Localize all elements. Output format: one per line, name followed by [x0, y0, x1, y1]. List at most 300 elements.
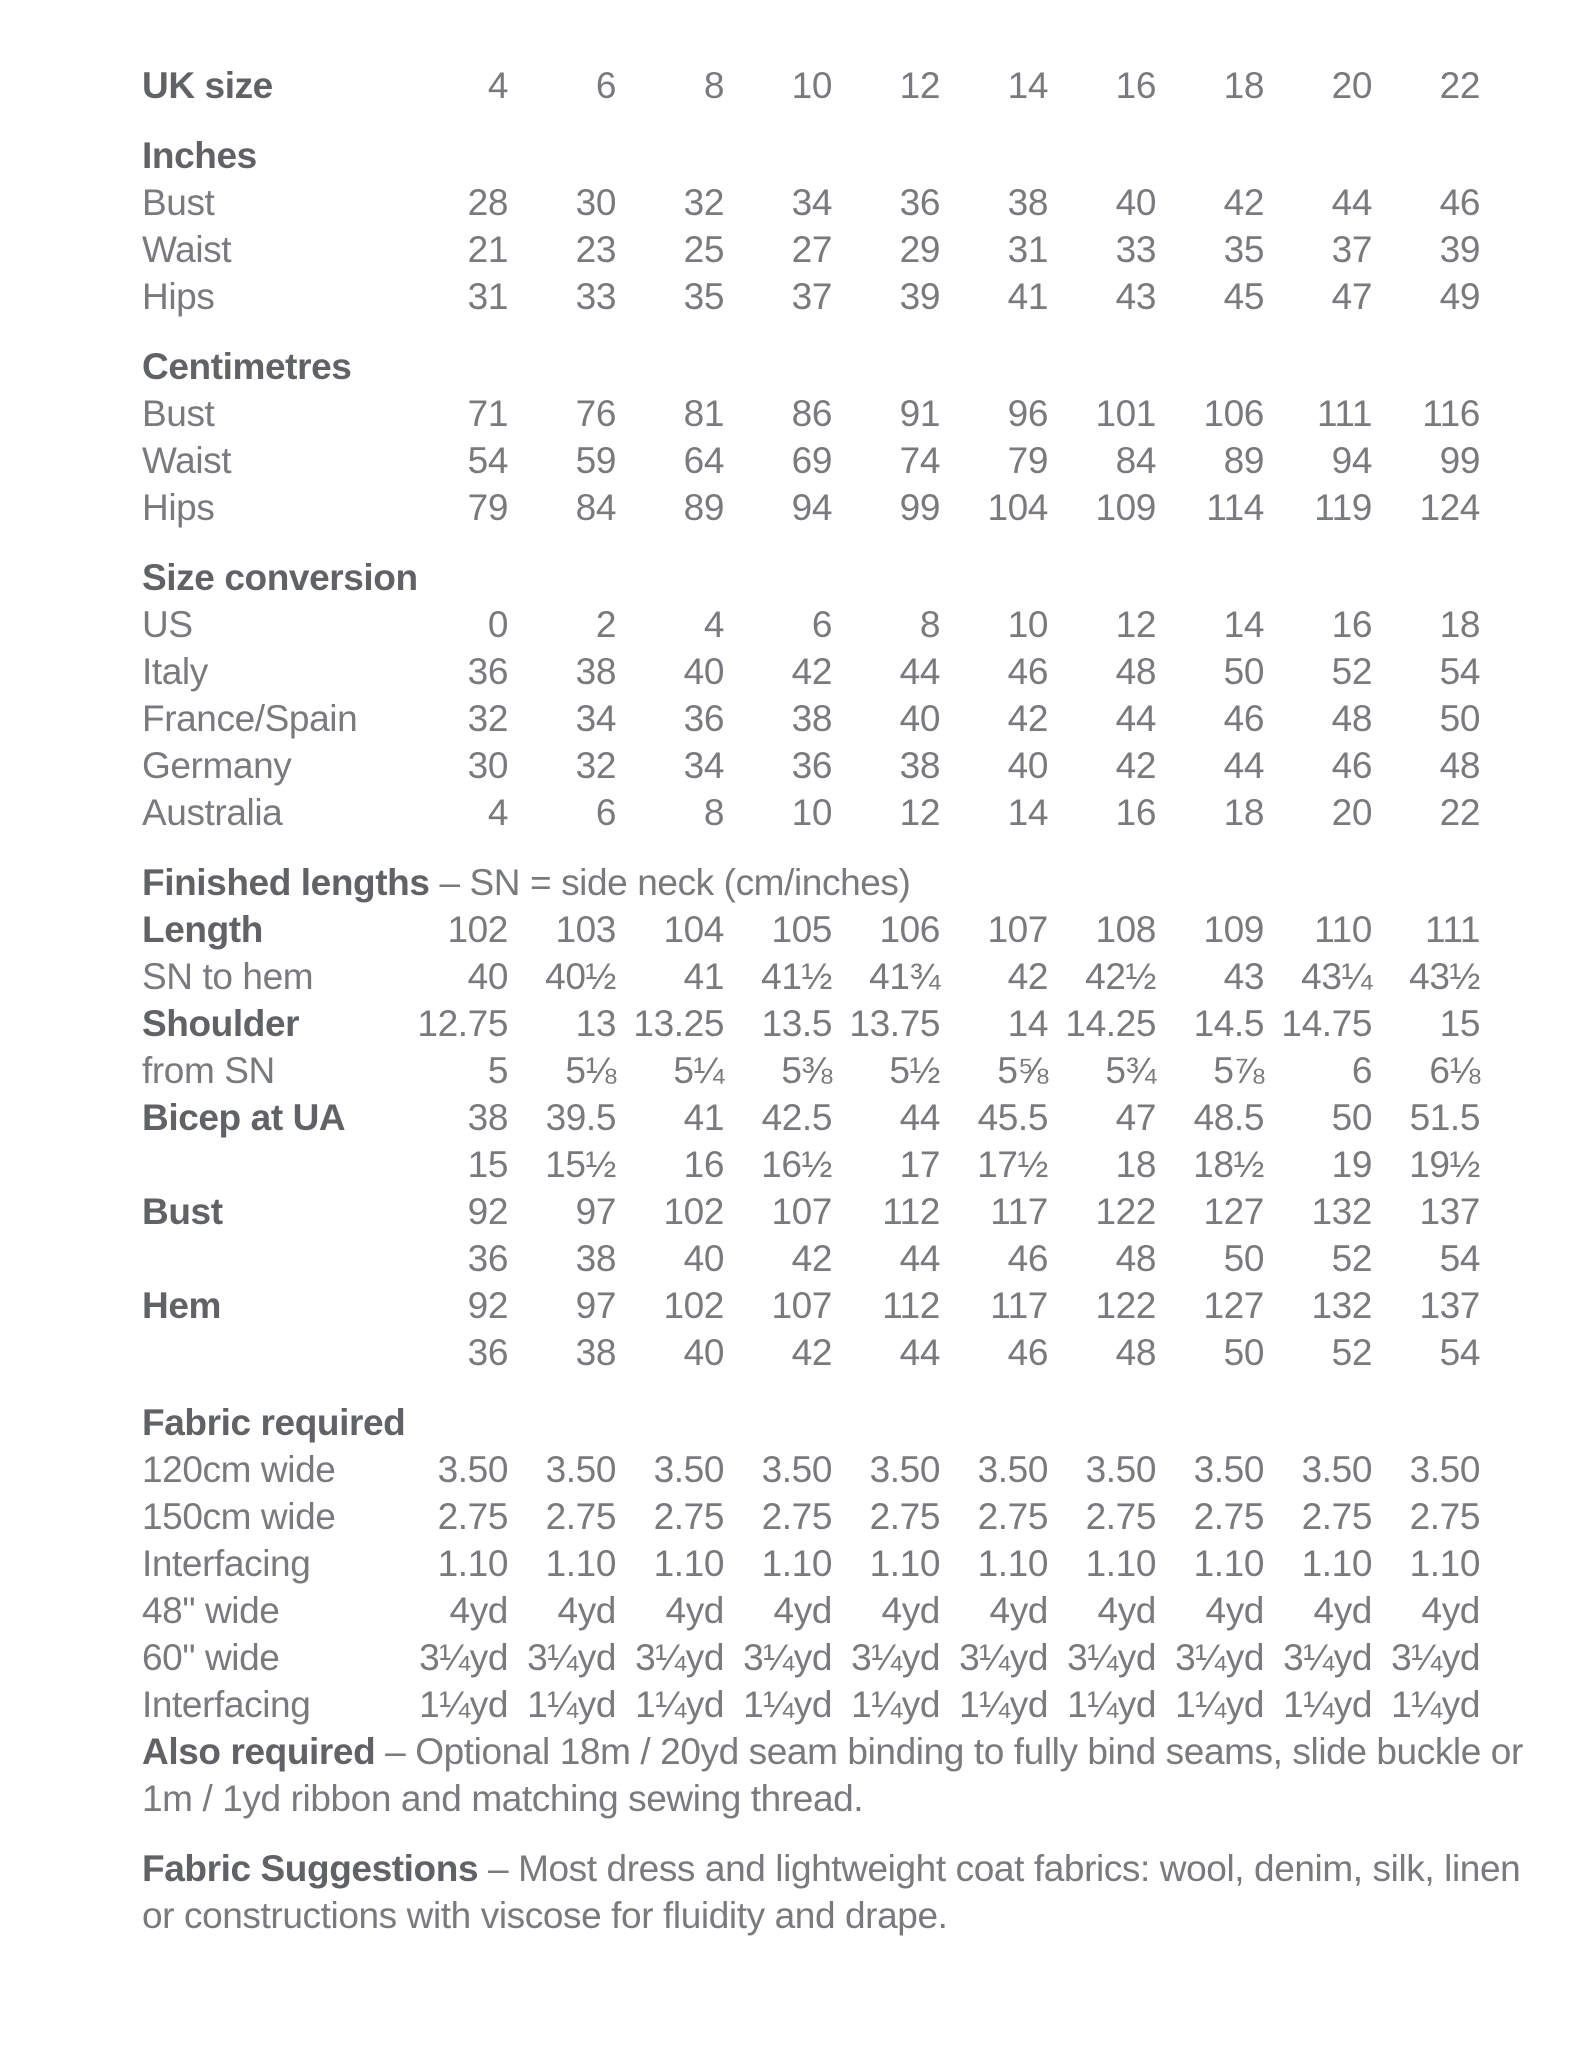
table-row [142, 484, 1542, 531]
table-row [142, 226, 1542, 273]
row-label [142, 1235, 400, 1282]
table-cell: 54 [1439, 1238, 1480, 1279]
table-cell: 2.75 [653, 1496, 724, 1537]
section-header-row [142, 343, 1542, 390]
table-cell: 97 [575, 1191, 616, 1232]
row-label: from SN [142, 1050, 275, 1091]
table-cell: 1¼yd [1391, 1684, 1480, 1725]
table-cell: 8 [703, 792, 724, 833]
table-cell: 112 [882, 1285, 940, 1326]
row-label: 60" wide [142, 1637, 280, 1678]
table-cell: 10 [791, 792, 832, 833]
table-row [142, 1329, 1542, 1376]
table-cell: 48 [1439, 745, 1480, 786]
table-cell: 91 [899, 393, 940, 434]
table-cell: 1.10 [1085, 1543, 1156, 1584]
table-cell: 29 [899, 229, 940, 270]
table-cell: 92 [467, 1285, 508, 1326]
table-cell: 5⅛ [565, 1050, 616, 1091]
table-cell: 71 [467, 393, 508, 434]
table-cell: 19 [1331, 1144, 1372, 1185]
size-chart-table [142, 62, 1542, 1728]
table-section [142, 343, 1542, 531]
row-label: Hips [142, 276, 215, 317]
table-cell: 3¼yd [419, 1637, 508, 1678]
table-cell: 137 [1419, 1285, 1480, 1326]
table-cell: 89 [683, 487, 724, 528]
table-cell: 44 [899, 651, 940, 692]
table-cell: 39.5 [545, 1097, 616, 1138]
table-section [142, 1399, 1542, 1728]
table-cell: 5⅝ [997, 1050, 1048, 1091]
table-cell: 108 [1095, 909, 1156, 950]
table-cell: 1¼yd [419, 1684, 508, 1725]
table-cell: 14.25 [1065, 1003, 1156, 1044]
table-cell: 1.10 [1409, 1543, 1480, 1584]
table-row [142, 1493, 1542, 1540]
table-cell: 122 [1095, 1285, 1156, 1326]
section-header-row [142, 132, 1542, 179]
fabric-suggestions-note [142, 1845, 1542, 1939]
table-cell: 4yd [449, 1590, 508, 1631]
table-cell: 15½ [545, 1144, 616, 1185]
table-cell: 25 [683, 229, 724, 270]
table-cell: 110 [1314, 909, 1372, 950]
table-cell: 20 [1331, 792, 1372, 833]
table-row [142, 179, 1542, 226]
table-cell: 37 [791, 276, 832, 317]
table-cell: 52 [1331, 1238, 1372, 1279]
row-label: Bust [142, 1191, 223, 1232]
table-cell: 36 [791, 745, 832, 786]
table-cell: 34 [791, 182, 832, 223]
table-row [142, 1540, 1542, 1587]
table-cell: 46 [1007, 1332, 1048, 1373]
table-cell: 12 [899, 65, 940, 106]
row-label: Germany [142, 745, 292, 786]
table-cell: 42 [791, 651, 832, 692]
table-cell: 20 [1331, 65, 1372, 106]
table-cell: 59 [575, 440, 616, 481]
table-cell: 40 [467, 956, 508, 997]
table-cell: 16 [1115, 65, 1156, 106]
table-cell: 13.25 [633, 1003, 724, 1044]
table-cell: 3.50 [1409, 1449, 1480, 1490]
table-cell: 3¼yd [1067, 1637, 1156, 1678]
row-label: UK size [142, 65, 273, 106]
row-label: Hem [142, 1285, 221, 1326]
table-row [142, 695, 1542, 742]
table-cell: 46 [1223, 698, 1264, 739]
table-cell: 38 [899, 745, 940, 786]
table-cell: 3.50 [869, 1449, 940, 1490]
table-cell: 81 [683, 393, 724, 434]
table-row [142, 1000, 1542, 1047]
table-cell: 50 [1223, 1332, 1264, 1373]
table-cell: 132 [1311, 1191, 1372, 1232]
table-cell: 19½ [1409, 1144, 1480, 1185]
table-row [142, 1141, 1542, 1188]
table-cell: 3.50 [761, 1449, 832, 1490]
table-cell: 51.5 [1409, 1097, 1480, 1138]
section-header-row [142, 859, 1542, 906]
table-cell: 5¼ [673, 1050, 724, 1091]
table-cell: 38 [575, 1332, 616, 1373]
table-cell: 13.5 [761, 1003, 832, 1044]
table-cell: 1.10 [437, 1543, 508, 1584]
table-cell: 42 [1223, 182, 1264, 223]
table-cell: 64 [683, 440, 724, 481]
table-cell: 48 [1331, 698, 1372, 739]
table-cell: 2.75 [545, 1496, 616, 1537]
table-cell: 104 [987, 487, 1048, 528]
table-cell: 40 [899, 698, 940, 739]
table-cell: 4yd [989, 1590, 1048, 1631]
table-cell: 46 [1007, 651, 1048, 692]
table-cell: 50 [1439, 698, 1480, 739]
table-cell: 4yd [665, 1590, 724, 1631]
table-cell: 2 [595, 604, 616, 645]
table-cell: 48 [1115, 1238, 1156, 1279]
table-cell: 3.50 [653, 1449, 724, 1490]
table-cell: 30 [575, 182, 616, 223]
table-cell: 4 [487, 792, 508, 833]
row-label: Waist [142, 440, 232, 481]
table-cell: 15 [467, 1144, 508, 1185]
table-cell: 119 [1314, 487, 1372, 528]
table-cell: 47 [1331, 276, 1372, 317]
row-label: Interfacing [142, 1684, 311, 1725]
table-cell: 1¼yd [1175, 1684, 1264, 1725]
row-label: Waist [142, 229, 232, 270]
table-cell: 3¼yd [959, 1637, 1048, 1678]
row-label [142, 1329, 400, 1376]
table-cell: 102 [447, 909, 508, 950]
table-cell: 107 [771, 1285, 832, 1326]
table-cell: 52 [1331, 1332, 1372, 1373]
table-cell: 42 [1007, 956, 1048, 997]
table-cell: 127 [1203, 1285, 1264, 1326]
table-row [142, 390, 1542, 437]
table-cell: 86 [791, 393, 832, 434]
table-cell: 101 [1095, 393, 1156, 434]
table-cell: 42 [1007, 698, 1048, 739]
table-cell: 104 [663, 909, 724, 950]
table-cell: 37 [1331, 229, 1372, 270]
table-cell: 4yd [557, 1590, 616, 1631]
section-header-row [142, 554, 1542, 601]
table-cell: 3.50 [1193, 1449, 1264, 1490]
table-cell: 44 [1223, 745, 1264, 786]
table-cell: 3.50 [545, 1449, 616, 1490]
table-cell: 15 [1439, 1003, 1480, 1044]
table-cell: 2.75 [761, 1496, 832, 1537]
row-label: Bust [142, 182, 215, 223]
section-header: Size conversion [142, 557, 418, 598]
table-cell: 33 [575, 276, 616, 317]
table-cell: 103 [555, 909, 616, 950]
row-label: 150cm wide [142, 1496, 336, 1537]
table-cell: 47 [1115, 1097, 1156, 1138]
table-cell: 127 [1203, 1191, 1264, 1232]
table-cell: 109 [1203, 909, 1264, 950]
table-cell: 41 [1007, 276, 1048, 317]
table-cell: 38 [575, 1238, 616, 1279]
table-row [142, 648, 1542, 695]
table-cell: 16½ [761, 1144, 832, 1185]
table-cell: 36 [467, 651, 508, 692]
table-row [142, 1282, 1542, 1329]
table-section [142, 554, 1542, 836]
table-cell: 92 [467, 1191, 508, 1232]
table-cell: 13 [575, 1003, 616, 1044]
table-cell: 43 [1115, 276, 1156, 317]
table-cell: 99 [899, 487, 940, 528]
table-cell: 54 [467, 440, 508, 481]
table-row [142, 1047, 1542, 1094]
table-cell: 32 [683, 182, 724, 223]
table-section [142, 132, 1542, 320]
table-cell: 6 [595, 65, 616, 106]
row-label [142, 1141, 400, 1188]
table-cell: 102 [663, 1191, 724, 1232]
table-cell: 10 [791, 65, 832, 106]
table-cell: 2.75 [437, 1496, 508, 1537]
table-cell: 41¾ [869, 956, 940, 997]
table-cell: 12.75 [417, 1003, 508, 1044]
table-cell: 42 [791, 1238, 832, 1279]
table-cell: 28 [467, 182, 508, 223]
table-cell: 40 [683, 1332, 724, 1373]
table-cell: 4yd [1205, 1590, 1264, 1631]
table-cell: 18½ [1193, 1144, 1264, 1185]
table-cell: 1¼yd [635, 1684, 724, 1725]
table-cell: 35 [683, 276, 724, 317]
table-cell: 17½ [977, 1144, 1048, 1185]
fabric-suggestions-text: – Most dress and lightweight coat fabrics: wool, denim, silk, linen or constructions with viscose for fluidity and drape. [142, 1848, 1521, 1936]
table-cell: 18 [1223, 792, 1264, 833]
table-cell: 111 [1424, 909, 1480, 950]
table-cell: 2.75 [1409, 1496, 1480, 1537]
table-cell: 41 [683, 1097, 724, 1138]
also-required-label: Also required [142, 1731, 376, 1772]
table-cell: 40 [683, 1238, 724, 1279]
section-header-suffix: – SN = side neck (cm/inches) [429, 862, 911, 903]
table-cell: 4yd [773, 1590, 832, 1631]
section-header: Centimetres [142, 346, 352, 387]
table-cell: 44 [1115, 698, 1156, 739]
table-cell: 42 [1115, 745, 1156, 786]
table-cell: 79 [467, 487, 508, 528]
table-cell: 39 [899, 276, 940, 317]
table-cell: 105 [771, 909, 832, 950]
table-cell: 46 [1331, 745, 1372, 786]
table-cell: 14 [1007, 1003, 1048, 1044]
table-cell: 42.5 [761, 1097, 832, 1138]
table-row [142, 601, 1542, 648]
also-required-note [142, 1728, 1542, 1822]
table-cell: 21 [467, 229, 508, 270]
table-cell: 34 [683, 745, 724, 786]
table-cell: 42 [791, 1332, 832, 1373]
table-cell: 38 [791, 698, 832, 739]
table-cell: 4yd [1313, 1590, 1372, 1631]
table-cell: 112 [882, 1191, 940, 1232]
table-cell: 5⅜ [781, 1050, 832, 1091]
table-cell: 5¾ [1105, 1050, 1156, 1091]
table-cell: 10 [1007, 604, 1048, 645]
table-row [142, 1634, 1542, 1681]
table-section [142, 859, 1542, 1376]
table-cell: 35 [1223, 229, 1264, 270]
section-header: Fabric required [142, 1402, 406, 1443]
table-cell: 1¼yd [743, 1684, 832, 1725]
row-label: France/Spain [142, 698, 358, 739]
table-cell: 36 [899, 182, 940, 223]
table-cell: 107 [771, 1191, 832, 1232]
table-row [142, 1188, 1542, 1235]
table-cell: 1.10 [545, 1543, 616, 1584]
table-cell: 44 [899, 1097, 940, 1138]
table-cell: 41 [683, 956, 724, 997]
table-cell: 2.75 [869, 1496, 940, 1537]
table-cell: 3¼yd [1391, 1637, 1480, 1678]
table-cell: 34 [575, 698, 616, 739]
table-cell: 30 [467, 745, 508, 786]
table-row [142, 1235, 1542, 1282]
table-cell: 31 [467, 276, 508, 317]
table-cell: 36 [467, 1332, 508, 1373]
table-cell: 18 [1439, 604, 1480, 645]
section-header: Finished lengths [142, 862, 430, 903]
table-cell: 116 [1422, 393, 1480, 434]
table-cell: 18 [1223, 65, 1264, 106]
table-cell: 46 [1439, 182, 1480, 223]
row-label: 48" wide [142, 1590, 280, 1631]
table-row [142, 62, 1542, 109]
table-cell: 44 [1331, 182, 1372, 223]
table-cell: 5½ [889, 1050, 940, 1091]
table-cell: 3¼yd [635, 1637, 724, 1678]
table-cell: 96 [1007, 393, 1048, 434]
table-cell: 124 [1419, 487, 1480, 528]
table-cell: 1¼yd [527, 1684, 616, 1725]
table-cell: 106 [879, 909, 940, 950]
row-label: Bicep at UA [142, 1097, 346, 1138]
table-cell: 38 [467, 1097, 508, 1138]
table-cell: 31 [1007, 229, 1048, 270]
table-cell: 3.50 [1085, 1449, 1156, 1490]
table-cell: 1¼yd [1283, 1684, 1372, 1725]
table-cell: 84 [1115, 440, 1156, 481]
table-cell: 4yd [881, 1590, 940, 1631]
table-cell: 102 [663, 1285, 724, 1326]
table-cell: 117 [990, 1191, 1048, 1232]
table-row [142, 1587, 1542, 1634]
table-cell: 36 [467, 1238, 508, 1279]
table-cell: 6 [811, 604, 832, 645]
table-cell: 40 [1007, 745, 1048, 786]
table-row [142, 1094, 1542, 1141]
table-cell: 12 [899, 792, 940, 833]
table-row [142, 437, 1542, 484]
table-cell: 2.75 [1301, 1496, 1372, 1537]
also-required-text: – Optional 18m / 20yd seam binding to fully bind seams, slide buckle or 1m / 1yd ribbon and matching sewing thread. [142, 1731, 1523, 1819]
table-cell: 46 [1007, 1238, 1048, 1279]
table-cell: 49 [1439, 276, 1480, 317]
table-cell: 3¼yd [851, 1637, 940, 1678]
table-cell: 44 [899, 1238, 940, 1279]
table-cell: 50 [1223, 651, 1264, 692]
table-cell: 1.10 [653, 1543, 724, 1584]
table-cell: 117 [990, 1285, 1048, 1326]
table-cell: 14 [1223, 604, 1264, 645]
table-cell: 3¼yd [527, 1637, 616, 1678]
row-label: US [142, 604, 193, 645]
table-cell: 3.50 [1301, 1449, 1372, 1490]
table-cell: 1¼yd [959, 1684, 1048, 1725]
table-cell: 5⅞ [1213, 1050, 1264, 1091]
table-cell: 17 [899, 1144, 940, 1185]
table-cell: 22 [1439, 792, 1480, 833]
table-cell: 52 [1331, 651, 1372, 692]
table-cell: 16 [683, 1144, 724, 1185]
table-cell: 13.75 [849, 1003, 940, 1044]
table-cell: 12 [1115, 604, 1156, 645]
table-cell: 14 [1007, 65, 1048, 106]
table-cell: 2.75 [977, 1496, 1048, 1537]
table-cell: 43 [1223, 956, 1264, 997]
table-cell: 27 [791, 229, 832, 270]
table-cell: 3¼yd [1283, 1637, 1372, 1678]
table-cell: 44 [899, 1332, 940, 1373]
table-cell: 36 [683, 698, 724, 739]
table-row [142, 953, 1542, 1000]
table-cell: 3¼yd [743, 1637, 832, 1678]
table-cell: 106 [1203, 393, 1264, 434]
table-section [142, 62, 1542, 109]
row-label: 120cm wide [142, 1449, 336, 1490]
row-label: Bust [142, 393, 215, 434]
table-cell: 4 [703, 604, 724, 645]
table-cell: 39 [1439, 229, 1480, 270]
table-cell: 14 [1007, 792, 1048, 833]
table-cell: 132 [1311, 1285, 1372, 1326]
table-cell: 48 [1115, 1332, 1156, 1373]
table-cell: 4yd [1421, 1590, 1480, 1631]
table-cell: 8 [919, 604, 940, 645]
table-cell: 79 [1007, 440, 1048, 481]
table-cell: 84 [575, 487, 616, 528]
table-cell: 109 [1095, 487, 1156, 528]
table-cell: 5 [487, 1050, 508, 1091]
table-cell: 8 [703, 65, 724, 106]
table-cell: 1¼yd [851, 1684, 940, 1725]
table-cell: 4 [487, 65, 508, 106]
table-cell: 1.10 [761, 1543, 832, 1584]
table-row [142, 906, 1542, 953]
table-cell: 111 [1316, 393, 1372, 434]
table-cell: 69 [791, 440, 832, 481]
table-cell: 42½ [1085, 956, 1156, 997]
table-cell: 137 [1419, 1191, 1480, 1232]
row-label: Shoulder [142, 1003, 300, 1044]
table-cell: 2.75 [1193, 1496, 1264, 1537]
table-cell: 122 [1095, 1191, 1156, 1232]
table-cell: 22 [1439, 65, 1480, 106]
row-label: Italy [142, 651, 208, 692]
table-cell: 33 [1115, 229, 1156, 270]
